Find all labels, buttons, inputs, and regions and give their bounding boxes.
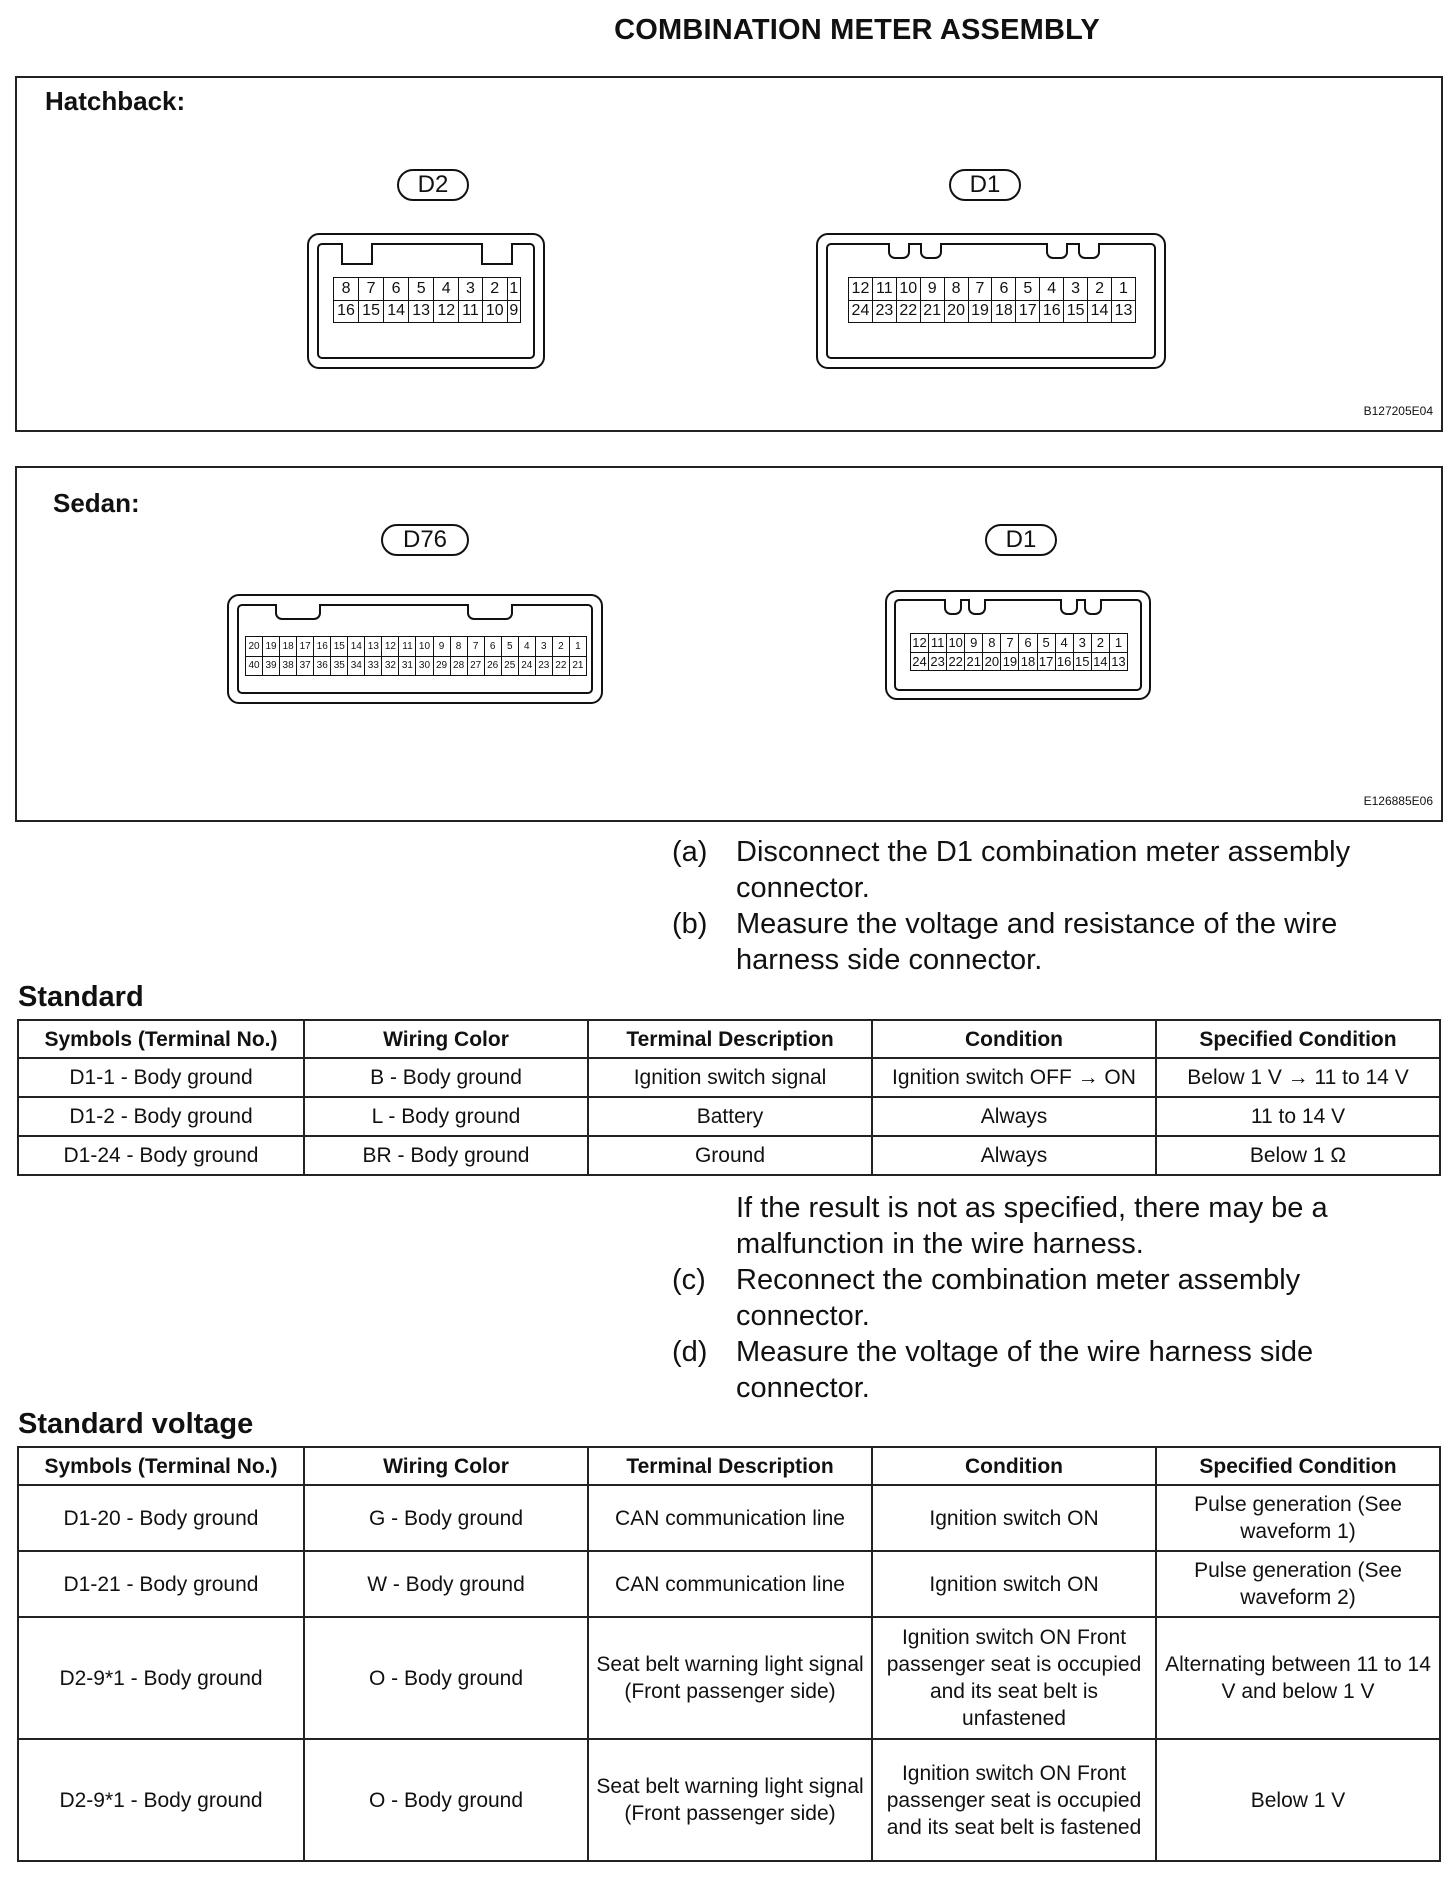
pin-number: 24 xyxy=(518,656,535,676)
pin-number: 9 xyxy=(507,300,520,323)
pin-number: 7 xyxy=(1001,634,1019,653)
pin-number: 8 xyxy=(450,637,467,657)
connector-d1-inner xyxy=(826,243,1156,359)
pin-number: 13 xyxy=(1111,300,1135,323)
pin-number: 8 xyxy=(944,278,968,301)
pin-number: 3 xyxy=(459,278,482,301)
connector-d1-inner xyxy=(894,599,1142,691)
table-cell: L - Body ground xyxy=(304,1097,588,1136)
table-cell: G - Body ground xyxy=(304,1485,588,1551)
connector-d1-housing xyxy=(885,590,1151,700)
note-text: If the result is not as specified, there may be a malfunction in the wire harness. xyxy=(736,1192,1328,1260)
connector-d76-notch xyxy=(275,604,321,620)
pin-number: 19 xyxy=(1002,653,1018,669)
pin-number: 22 xyxy=(896,300,920,323)
table-cell: O - Body ground xyxy=(304,1617,588,1739)
pin-number: 8 xyxy=(334,278,359,301)
pin-number: 38 xyxy=(280,656,297,676)
table-row xyxy=(18,1551,1440,1617)
standard-table xyxy=(17,1019,1441,1176)
pin-number: 9 xyxy=(965,634,983,653)
sedan-label: Sedan: xyxy=(53,488,140,518)
pin-number: 10 xyxy=(896,278,920,301)
connector-d2-notch-left xyxy=(341,243,373,265)
step-text: Measure the voltage and resistance of the wire harness side connector. xyxy=(736,908,1338,976)
connector-d76-notch xyxy=(467,604,513,620)
table-cell: Ignition switch ON xyxy=(872,1551,1156,1617)
pin-number: 12 xyxy=(849,278,873,301)
pin-number: 9 xyxy=(920,278,944,301)
pin-number: 39 xyxy=(263,656,280,676)
table-cell: D1-21 - Body ground xyxy=(18,1551,304,1617)
pin-number: 35 xyxy=(331,656,348,676)
table-cell: Below 1 V xyxy=(1156,1739,1440,1861)
pin-number: 4 xyxy=(1055,634,1073,653)
pin-number: 14 xyxy=(1088,300,1112,323)
pin-number: 23 xyxy=(872,300,896,323)
pin-number: 13 xyxy=(409,300,434,323)
pin-number: 13 xyxy=(1111,653,1126,669)
pin-number: 2 xyxy=(552,637,569,657)
standard-heading: Standard xyxy=(18,981,144,1013)
step-marker: (a) xyxy=(672,836,708,868)
pin-number: 27 xyxy=(467,656,484,676)
pin-number: 10 xyxy=(948,635,963,651)
connector-d1-notch xyxy=(968,599,986,615)
pin-number: 3 xyxy=(1064,278,1088,301)
pin-number: 22 xyxy=(552,656,569,676)
connector-d76-pin-grid xyxy=(245,636,587,676)
table-row xyxy=(18,1739,1440,1861)
column-header: Terminal Description xyxy=(588,1020,872,1058)
pin-number: 40 xyxy=(246,656,263,676)
pin-number: 12 xyxy=(382,637,399,657)
connector-d1-notch xyxy=(1060,599,1078,615)
pin-row-top xyxy=(911,634,1128,653)
pin-row-bottom xyxy=(849,300,1136,323)
pin-number: 12 xyxy=(912,635,927,651)
table-cell: D2-9*1 - Body ground xyxy=(18,1739,304,1861)
connector-id-d2: D2 xyxy=(397,169,469,201)
connector-d1-housing xyxy=(816,233,1166,369)
connector-d1-pin-grid xyxy=(910,633,1128,671)
pin-number: 4 xyxy=(434,278,459,301)
pin-number: 15 xyxy=(359,300,384,323)
pin-number: 34 xyxy=(348,656,365,676)
pin-row-bottom xyxy=(246,656,587,676)
hatchback-panel xyxy=(15,76,1443,432)
pin-number: 21 xyxy=(569,656,586,676)
pin-number: 5 xyxy=(409,278,434,301)
table-cell: Ignition switch ON Front passenger seat is occupied and its seat belt is fastened xyxy=(872,1739,1156,1861)
pin-number: 6 xyxy=(1019,634,1037,653)
pin-row-bottom xyxy=(334,300,521,323)
hatchback-label: Hatchback: xyxy=(45,86,186,116)
connector-d1-notch xyxy=(920,243,942,259)
table-cell: Seat belt warning light signal (Front passenger side) xyxy=(588,1617,872,1739)
table-cell: Ground xyxy=(588,1136,872,1175)
table-cell: Battery xyxy=(588,1097,872,1136)
table-cell: Below 1 Ω xyxy=(1156,1136,1440,1175)
connector-d76-housing xyxy=(227,594,603,704)
pin-number: 11 xyxy=(872,278,896,301)
table-row xyxy=(18,1058,1440,1097)
column-header: Condition xyxy=(872,1447,1156,1485)
pin-number: 11 xyxy=(399,637,416,657)
pin-number: 18 xyxy=(1020,653,1036,669)
pin-number: 30 xyxy=(416,656,433,676)
connector-d2-pin-grid xyxy=(333,277,521,323)
table-cell: Alternating between 11 to 14 V and below 1 V xyxy=(1156,1617,1440,1739)
column-header: Specified Condition xyxy=(1156,1447,1440,1485)
pin-number: 11 xyxy=(459,300,482,323)
standard-voltage-heading: Standard voltage xyxy=(18,1408,254,1440)
table-cell: Ignition switch signal xyxy=(588,1058,872,1097)
pin-number: 15 xyxy=(331,637,348,657)
table-cell: Ignition switch ON Front passenger seat is occupied and its seat belt is unfastened xyxy=(872,1617,1156,1739)
pin-number: 1 xyxy=(1109,634,1127,653)
pin-number: 10 xyxy=(482,300,507,323)
connector-d1-notch xyxy=(888,243,910,259)
pin-row-bottom xyxy=(911,652,1128,671)
pin-number: 29 xyxy=(433,656,450,676)
pin-number: 8 xyxy=(983,634,1001,653)
pin-number: 20 xyxy=(984,653,1000,669)
pin-number: 20 xyxy=(246,637,263,657)
column-header: Condition xyxy=(872,1020,1156,1058)
connector-id-d1: D1 xyxy=(949,169,1021,201)
pin-number: 2 xyxy=(1091,634,1109,653)
pin-number: 19 xyxy=(968,300,992,323)
column-header: Wiring Color xyxy=(304,1447,588,1485)
pin-number: 25 xyxy=(501,656,518,676)
connector-d2-inner xyxy=(317,243,535,359)
table-header-row xyxy=(18,1447,1440,1485)
step-text: Measure the voltage of the wire harness side connector. xyxy=(736,1336,1314,1404)
table-cell: D1-2 - Body ground xyxy=(18,1097,304,1136)
pin-number: 32 xyxy=(382,656,399,676)
step-marker: (c) xyxy=(672,1264,706,1296)
pin-number: 1 xyxy=(569,637,586,657)
pin-number: 6 xyxy=(484,637,501,657)
pin-number: 23 xyxy=(930,653,945,669)
connector-d2-housing xyxy=(307,233,545,369)
pin-number: 19 xyxy=(263,637,280,657)
pin-number: 10 xyxy=(416,637,433,657)
pin-number: 18 xyxy=(280,637,297,657)
connector-id-d1: D1 xyxy=(985,524,1057,556)
table-cell: CAN communication line xyxy=(588,1551,872,1617)
table-cell: BR - Body ground xyxy=(304,1136,588,1175)
pin-number: 2 xyxy=(482,278,507,301)
pin-number: 24 xyxy=(912,653,927,669)
figure-code: E126885E06 xyxy=(1363,794,1433,808)
pin-number: 7 xyxy=(968,278,992,301)
figure-code: B127205E04 xyxy=(1363,404,1433,418)
pin-number: 17 xyxy=(1016,300,1040,323)
table-cell: Always xyxy=(872,1097,1156,1136)
table-row xyxy=(18,1485,1440,1551)
pin-number: 4 xyxy=(1040,278,1064,301)
table-cell: Ignition switch ON xyxy=(872,1485,1156,1551)
table-cell: Ignition switch OFF → ON xyxy=(872,1058,1156,1097)
pin-row-top xyxy=(334,278,521,301)
pin-number: 6 xyxy=(992,278,1016,301)
pin-number: 18 xyxy=(992,300,1016,323)
pin-number: 17 xyxy=(1038,653,1054,669)
table-header-row xyxy=(18,1020,1440,1058)
pin-number: 37 xyxy=(297,656,314,676)
connector-d76-inner xyxy=(237,604,593,694)
table-cell: D2-9*1 - Body ground xyxy=(18,1617,304,1739)
column-header: Symbols (Terminal No.) xyxy=(18,1020,304,1058)
step-marker: (d) xyxy=(672,1336,708,1368)
column-header: Specified Condition xyxy=(1156,1020,1440,1058)
pin-number: 11 xyxy=(929,634,947,653)
pin-number: 28 xyxy=(450,656,467,676)
table-cell: W - Body ground xyxy=(304,1551,588,1617)
column-header: Wiring Color xyxy=(304,1020,588,1058)
table-row xyxy=(18,1136,1440,1175)
sedan-panel xyxy=(15,466,1443,822)
pin-number: 16 xyxy=(334,300,359,323)
pin-number: 1 xyxy=(507,278,520,301)
table-cell: Always xyxy=(872,1136,1156,1175)
pin-number: 5 xyxy=(501,637,518,657)
table-cell: Seat belt warning light signal (Front passenger side) xyxy=(588,1739,872,1861)
table-cell: Below 1 V → 11 to 14 V xyxy=(1156,1058,1440,1097)
page-title: COMBINATION METER ASSEMBLY xyxy=(614,14,1100,46)
step-text: Disconnect the D1 combination meter assembly connector. xyxy=(736,836,1351,904)
pin-number: 14 xyxy=(348,637,365,657)
table-cell: Pulse generation (See waveform 2) xyxy=(1156,1551,1440,1617)
table-cell: CAN communication line xyxy=(588,1485,872,1551)
connector-d1-notch xyxy=(1046,243,1068,259)
pin-number: 12 xyxy=(434,300,459,323)
standard-voltage-table xyxy=(17,1446,1441,1862)
column-header: Symbols (Terminal No.) xyxy=(18,1447,304,1485)
table-cell: D1-1 - Body ground xyxy=(18,1058,304,1097)
pin-number: 14 xyxy=(384,300,409,323)
pin-number: 6 xyxy=(384,278,409,301)
pin-number: 7 xyxy=(467,637,484,657)
pin-number: 7 xyxy=(359,278,384,301)
table-cell: B - Body ground xyxy=(304,1058,588,1097)
pin-number: 5 xyxy=(1037,634,1055,653)
pin-number: 23 xyxy=(535,656,552,676)
step-marker: (b) xyxy=(672,908,708,940)
connector-d1-notch xyxy=(944,599,962,615)
table-row xyxy=(18,1097,1440,1136)
pin-row-top xyxy=(849,278,1136,301)
pin-number: 36 xyxy=(314,656,331,676)
table-cell: O - Body ground xyxy=(304,1739,588,1861)
pin-number: 14 xyxy=(1093,653,1108,669)
pin-number: 31 xyxy=(399,656,416,676)
pin-number: 9 xyxy=(433,637,450,657)
pin-number: 17 xyxy=(297,637,314,657)
pin-number: 1 xyxy=(1111,278,1135,301)
pin-number: 3 xyxy=(535,637,552,657)
pin-number: 16 xyxy=(314,637,331,657)
pin-number: 26 xyxy=(484,656,501,676)
table-cell: D1-24 - Body ground xyxy=(18,1136,304,1175)
step-text: Reconnect the combination meter assembly connector. xyxy=(736,1264,1301,1332)
pin-number: 5 xyxy=(1016,278,1040,301)
pin-number: 20 xyxy=(944,300,968,323)
pin-number: 4 xyxy=(518,637,535,657)
connector-d1-notch xyxy=(1084,599,1102,615)
column-header: Terminal Description xyxy=(588,1447,872,1485)
pin-number: 21 xyxy=(920,300,944,323)
connector-d2-notch-right xyxy=(481,243,513,265)
table-row xyxy=(18,1617,1440,1739)
pin-row-top xyxy=(246,637,587,657)
pin-number: 21 xyxy=(966,653,981,669)
pin-number: 2 xyxy=(1088,278,1112,301)
connector-d1-notch xyxy=(1078,243,1100,259)
pin-number: 16 xyxy=(1056,653,1072,669)
pin-number: 16 xyxy=(1040,300,1064,323)
table-cell: D1-20 - Body ground xyxy=(18,1485,304,1551)
table-cell: 11 to 14 V xyxy=(1156,1097,1440,1136)
pin-number: 33 xyxy=(365,656,382,676)
connector-d1-pin-grid xyxy=(848,277,1136,323)
pin-number: 22 xyxy=(948,653,963,669)
pin-number: 24 xyxy=(849,300,873,323)
pin-number: 3 xyxy=(1073,634,1091,653)
pin-number: 15 xyxy=(1064,300,1088,323)
pin-number: 15 xyxy=(1075,653,1090,669)
pin-number: 13 xyxy=(365,637,382,657)
connector-id-d76: D76 xyxy=(381,524,469,556)
table-cell: Pulse generation (See waveform 1) xyxy=(1156,1485,1440,1551)
